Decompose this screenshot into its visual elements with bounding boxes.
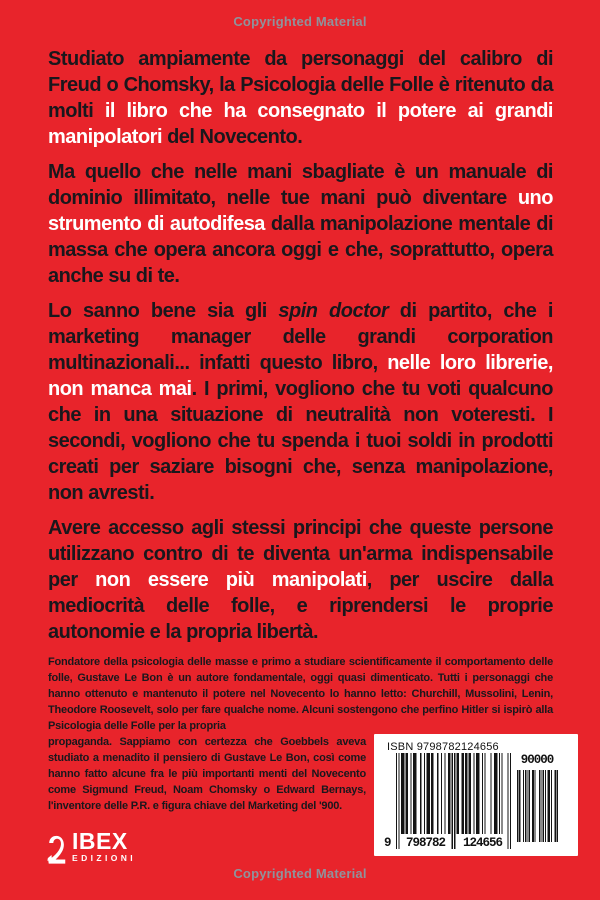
publisher-text xyxy=(72,828,137,863)
text-segment: il libro che ha consegnato il potere ai grandi manipolatori xyxy=(48,100,553,148)
publisher-name: IBEX xyxy=(72,828,128,854)
back-cover-content xyxy=(48,46,553,856)
text-segment: spin doctor xyxy=(278,300,389,322)
isbn-label: ISBN 9798782124656 xyxy=(387,741,499,753)
text-segment: nelle loro librerie, non manca mai xyxy=(48,352,553,400)
text-segment: non essere più manipolati xyxy=(95,569,367,591)
text-segment: , per uscire dalla mediocrità delle folle, e riprendersi le proprie autonomie e la propria libertà. xyxy=(48,569,554,643)
text-segment: Lo sanno bene sia gli xyxy=(48,300,279,322)
copyright-notice-bottom: Copyrighted Material xyxy=(233,866,367,881)
text-segment: Ma quello che nelle mani sbagliate è un manuale di dominio illimitato, nelle tue mani può diventare xyxy=(48,161,553,209)
author-bio-text-part2: propaganda. Sappiamo con certezza che Goebbels aveva studiato a menadito il pensiero di Gustave Le Bon, così come hanno fatto alcune fra le più importanti menti del Novecento come Sigmund Freud, Noam Chomsky o Edward Bernays, l'inventore delle P.R. e figura chiave del Marketing del '900. xyxy=(48,736,366,812)
back-cover-paragraph xyxy=(48,46,553,150)
author-bio-text-part1: Fondatore della psicologia delle masse e primo a studiare scientificamente il comportamento delle folle, Gustave Le Bon è un autore fondamentale, oggi quasi dimenticato. Tutti i personaggi che hanno ottenuto e mantenuto il potere nel Novecento lo hanno letto: Churchill, Mussolini, Lenin, Theodore Roosevelt, solo per fare qualche nome. Alcuni sostengono che perfino Hitler si ispirò alla Psicologia delle Folle per la propria xyxy=(48,656,553,732)
author-bio xyxy=(48,654,553,856)
ean13-digit-group1: 798782 xyxy=(405,836,445,850)
ean13-digit-first: 9 xyxy=(384,836,392,850)
text-segment: uno strumento di autodifesa xyxy=(48,187,553,235)
copyright-notice-top: Copyrighted Material xyxy=(233,14,367,29)
back-cover-paragraphs xyxy=(48,46,553,645)
ean5-addon-barcode xyxy=(516,752,558,847)
text-segment: . I primi, vogliono che tu voti qualcuno che in una situazione di neutralità non voteresti. I secondi, vogliono che tu spenda i tuoi soldi in prodotti creati per saziare bisogni che, senza manipolazione, non avresti. xyxy=(48,378,553,504)
text-segment: dalla manipolazione mentale di massa che opera ancora oggi e che, soprattutto, opera anche su di te. xyxy=(48,213,554,287)
text-segment: Avere accesso agli stessi principi che queste persone utilizzano contro di te diventa un'arma indispensabile per xyxy=(48,517,553,591)
back-cover-paragraph xyxy=(48,159,553,289)
ibex-icon xyxy=(46,833,68,865)
ean13-digits xyxy=(384,835,511,850)
publisher-logo xyxy=(46,828,137,865)
back-cover-paragraph xyxy=(48,298,553,506)
ean13-barcode xyxy=(384,753,511,850)
ean13-digit-group2: 124656 xyxy=(462,836,502,850)
back-cover-paragraph xyxy=(48,515,553,645)
ean5-bars xyxy=(516,770,558,842)
text-segment: di partito, che i marketing manager delle grandi corporation multinazionali... infatti questo libro, xyxy=(48,300,553,374)
publisher-subtitle: EDIZIONI xyxy=(72,853,137,863)
isbn-barcode-panel xyxy=(374,734,578,856)
addon-code-label: 90000 xyxy=(520,753,554,767)
text-segment: Studiato ampiamente da personaggi del calibro di Freud o Chomsky, la Psicologia delle Folle è ritenuto da molti xyxy=(48,48,553,122)
text-segment: del Novecento. xyxy=(167,126,303,148)
